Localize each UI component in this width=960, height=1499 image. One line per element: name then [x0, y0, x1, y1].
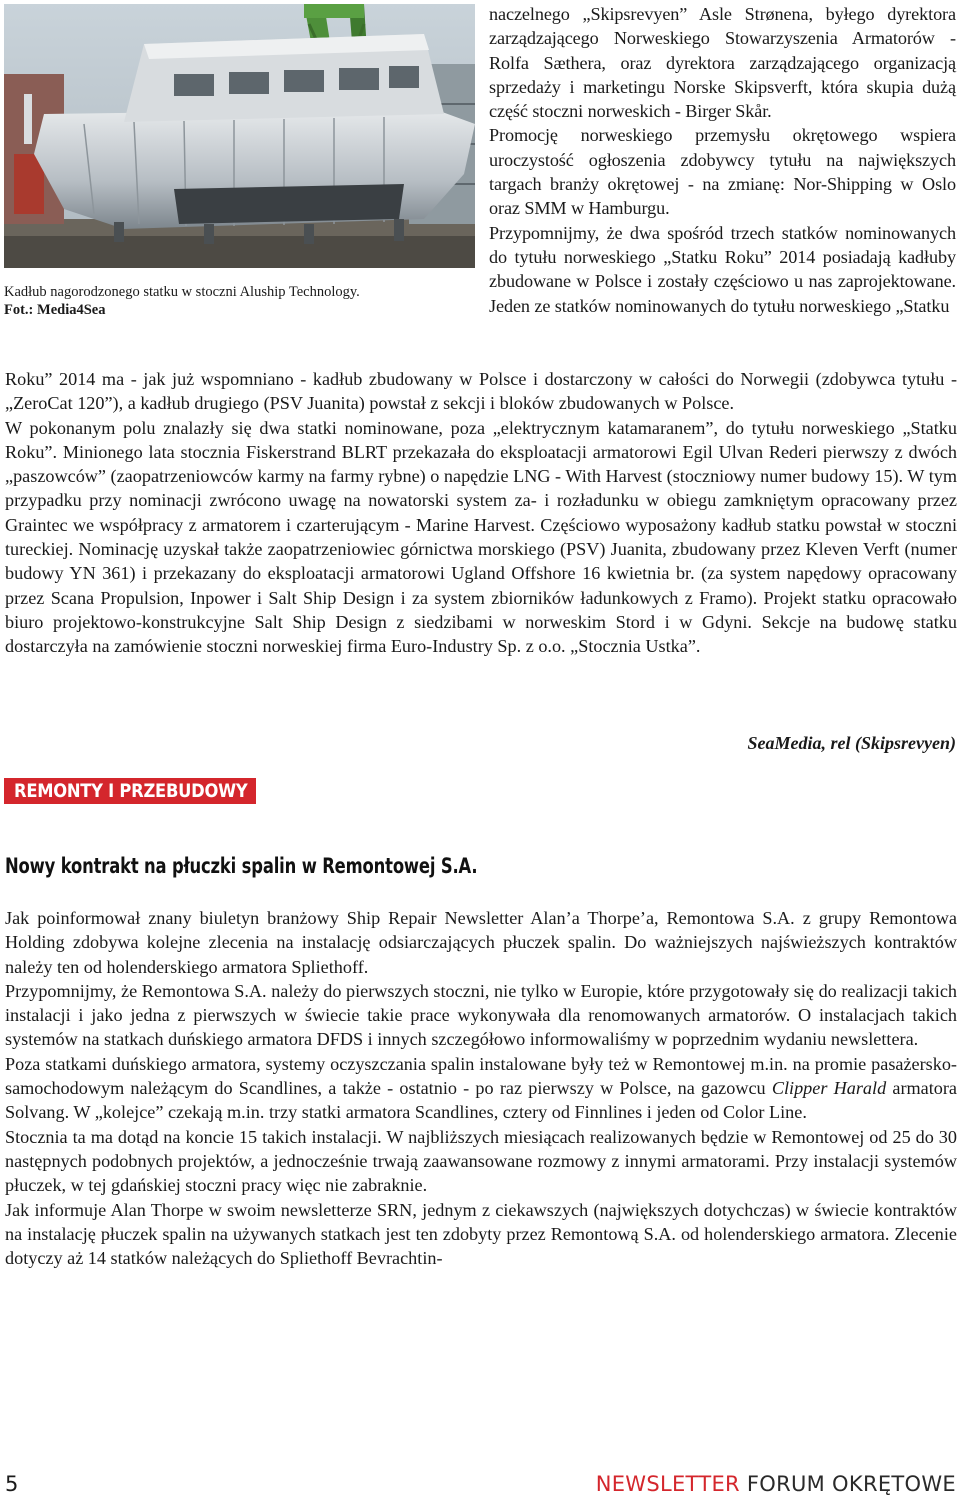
newsletter-title-dark: FORUM OKRĘTOWE: [739, 1472, 956, 1496]
article-body: [5, 906, 957, 1270]
ship-hull-illustration: [4, 4, 475, 268]
newsletter-title: [596, 1472, 956, 1496]
intro-paragraph: Promocję norweskiego przemysłu okrętowego wspiera uroczystość ogłoszenia zdobywcy tytułu na największych targach branży okrętowej - na zmianę: Nor-Shipping w Oslo oraz SMM w Hamburgu.: [489, 125, 956, 219]
ship-name: Clipper Harald: [771, 1078, 887, 1099]
photo-caption: [4, 283, 484, 319]
photo-credit: Fot.: Media4Sea: [4, 302, 106, 318]
paragraph-text: Poza statkami duńskiego armatora, systemy oczyszczania spalin instalowane były też w Remontowej m.in. na promie pasażersko-samochodowym należącym do Scandlines, a także - ostatnio - po raz pierwszy w Polsce, na gazowcu: [5, 1053, 957, 1099]
article-paragraph: Stocznia ta ma dotąd na koncie 15 takich instalacji. W najbliższych miesiącach realizowanych będzie w Remontowej od 25 do 30 następnych podobnych projektów, a jednocześnie trwają zaawansowane rozmowy z innymi armatorami. Przy instalacji systemów płuczek, w tej gdańskiej stoczni pracy więc nie zabraknie.: [5, 1126, 957, 1196]
article-paragraph: [5, 1052, 957, 1125]
body-paragraph: W pokonanym polu znalazły się dwa statki nominowane, poza „elektrycznym katamaranem”, do tytułu norweskiego „Statku Roku”. Minionego lata stocznia Fiskerstrand BLRT przekazała do eksploatacji armatorowi Egil Ulvan Rederi pierwszy z dwóch „paszowców” (zaopatrzeniowców karmy na farmy rybne) o napędzie LNG - With Harvest (stoczniowy numer budowy 15). W tym przypadku przy nominacji zwrócono uwagę na nowatorski system za- i rozładunku w obiegu zamkniętym opracowany przez Graintec we współpracy z armatorem i czarterującym - Marine Harvest. Częściowo wyposażony kadłub statku powstał w stoczni tureckiej. Nominację uzyskał także zaopatrzeniowiec górnictwa morskiego (PSV) Juanita, zbudowany przez Kleven Verft (numer budowy YN 361) i przekazany do eksploatacji armatorowi Ugland Offshore 16 kwietnia br. (za system napędowy opracowany przez Scana Propulsion, Inpower i Salt Ship Design i za system zbiorników ładunkowych z Framo). Projekt statku opracowało biuro projektowo-konstrukcyjne Salt Ship Design z siedzibami w norweskim Stord i w Gdyni. Sekcje na budowę statku dostarczyła na zamówienie stoczni norweskiej firma Euro-Industry Sp. z o.o. „Stocznia Ustka”.: [5, 417, 957, 657]
intro-paragraph: Przypomnijmy, że dwa spośród trzech statków nominowanych do tytułu norweskiego „Statku Roku” 2014 posiadają kadłuby zbudowane w Polsce i zostały częściowo u nas zaprojektowane. Jeden ze statków nominowanych do tytułu norweskiego „Statku: [489, 222, 956, 316]
body-paragraph: Roku” 2014 ma - jak już wspomniano - kadłub zbudowany w Polsce i dostarczony w całości do Norwegii (zdobywca tytułu - „ZeroCat 120”), a kadłub drugiego (PSV Juanita) powstał z sekcji i bloków zbudowanych w Polsce.: [5, 369, 957, 414]
article-paragraph: Jak informuje Alan Thorpe w swoim newsletterze SRN, jednym z ciekawszych (największych dotychczas) w świecie kontraktów na instalację płuczek spalin na używanych statkach jest ten zdobyty przez Remontową S.A. od holenderskiego armatora. Zlecenie dotyczy aż 14 statków należących do Spliethoff Bevrachtin-: [5, 1199, 957, 1269]
section-label: REMONTY I PRZEBUDOWY: [14, 780, 248, 802]
article-headline: Nowy kontrakt na płuczki spalin w Remontowej S.A.: [5, 854, 478, 878]
section-header: [4, 778, 256, 804]
caption-text: Kadłub nagorodzonego statku w stoczni Aluship Technology.: [4, 284, 360, 300]
paragraph-text: armatora Solvang. W „kolejce” czekają m.in. trzy statki armatora Scandlines, cztery od Finnlines i jeden od Color Line.: [5, 1078, 957, 1123]
article-signature: SeaMedia, rel (Skipsrevyen): [747, 733, 956, 753]
article-paragraph: Jak poinformował znany biuletyn branżowy Ship Repair Newsletter Alan’a Thorpe’a, Remontowa S.A. z grupy Remontowa Holding zdobywa kolejne zlecenia na instalację odsiarczających płuczek spalin. Do ważniejszych najświeższych kontraktów należy ten od holenderskiego armatora Spliethoff.: [5, 908, 957, 977]
ship-hull-photo: [4, 4, 475, 268]
newsletter-title-red: NEWSLETTER: [595, 1472, 740, 1496]
page-number: 5: [5, 1472, 19, 1496]
article-continuation: [5, 367, 957, 659]
intro-column: [489, 2, 956, 318]
intro-paragraph: naczelnego „Skipsrevyen” Asle Strønena, byłego dyrektora zarządzającego Norweskiego Stowarzyszenia Armatorów - Rolfa Sæthera, oraz dyrektora zarządzającego organizacją sprzedaży i marketingu Norske Skipsverft, która skupia dużą część stoczni norweskich - Birger Skår.: [489, 4, 956, 122]
article-paragraph: Przypomnijmy, że Remontowa S.A. należy do pierwszych stoczni, nie tylko w Europie, które przygotowały się do realizacji takich instalacji i jako jedna z pierwszych w świecie takie prace wykonywała dla renomowanych armatorów. O instalacjach takich systemów na statkach duńskiego armatora DFDS i innych szczegółowo informowaliśmy w poprzednim wydaniu newslettera.: [5, 980, 957, 1050]
